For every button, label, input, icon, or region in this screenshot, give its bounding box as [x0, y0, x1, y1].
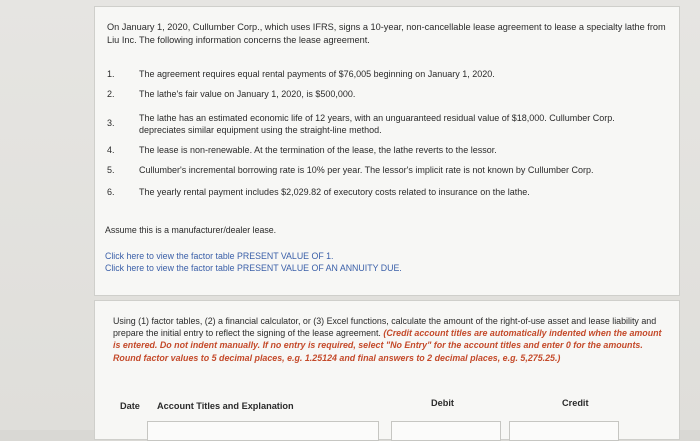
instructions-text: Using (1) factor tables, (2) a financial calculator, or (3) Excel functions, calculate the amount of the right-of-use asset and lease liability and prepare the initial entry to reflect the signing of the lease agreement.	[113, 316, 657, 339]
item-number: 5.	[107, 165, 115, 175]
item-number: 3.	[107, 118, 115, 128]
question-instructions	[113, 315, 665, 364]
debit-input[interactable]	[391, 421, 501, 441]
item-number: 4.	[107, 145, 115, 155]
journal-table-header	[113, 398, 673, 419]
item-text: The lease is non-renewable. At the termination of the lease, the lathe reverts to the lessor.	[139, 145, 497, 155]
item-text: The lathe's fair value on January 1, 2020, is $500,000.	[139, 89, 356, 99]
item-text: The agreement requires equal rental payments of $76,005 beginning on January 1, 2020.	[139, 69, 495, 79]
item-number: 2.	[107, 89, 115, 99]
credit-column-header: Credit	[562, 398, 589, 408]
credit-input[interactable]	[509, 421, 619, 441]
account-column-header: Account Titles and Explanation	[157, 401, 294, 411]
debit-column-header: Debit	[431, 398, 454, 408]
pv-of-1-link[interactable]: Click here to view the factor table PRESENT VALUE OF 1.	[105, 251, 334, 261]
item-number: 6.	[107, 187, 115, 197]
question-panel	[94, 300, 680, 440]
pv-annuity-due-link[interactable]: Click here to view the factor table PRESENT VALUE OF AN ANNUITY DUE.	[105, 263, 402, 273]
item-text: The lathe has an estimated economic life of 12 years, with an unguaranteed residual value of $18,000. Cullumber Corp. depreciates similar equipment using the straight-line method.	[139, 113, 615, 135]
item-number: 1.	[107, 69, 115, 79]
item-text: Cullumber's incremental borrowing rate is 10% per year. The lessor's implicit rate is not known by Cullumber Corp.	[139, 165, 594, 175]
assumption-text: Assume this is a manufacturer/dealer lease.	[105, 225, 277, 235]
date-column-header: Date	[120, 401, 140, 411]
instructions-note: (Credit account titles are automatically indented when the amount is entered. Do not indent manually. If no entry is required, select "No Entry" for the account titles and enter 0 for the amounts. Round factor values to 5 decimal places, e.g. 1.25124 and final answers to 2 decimal places, e.g. 5,275.25.)	[113, 328, 662, 363]
problem-intro: On January 1, 2020, Cullumber Corp., which uses IFRS, signs a 10-year, non-cancellable lease agreement to lease a specialty lathe from Liu Inc. The following information concerns the lease agreement.	[107, 22, 666, 45]
account-title-input[interactable]	[147, 421, 379, 441]
item-text: The yearly rental payment includes $2,029.82 of executory costs related to insurance on the lathe.	[139, 187, 530, 197]
problem-panel	[94, 6, 680, 296]
